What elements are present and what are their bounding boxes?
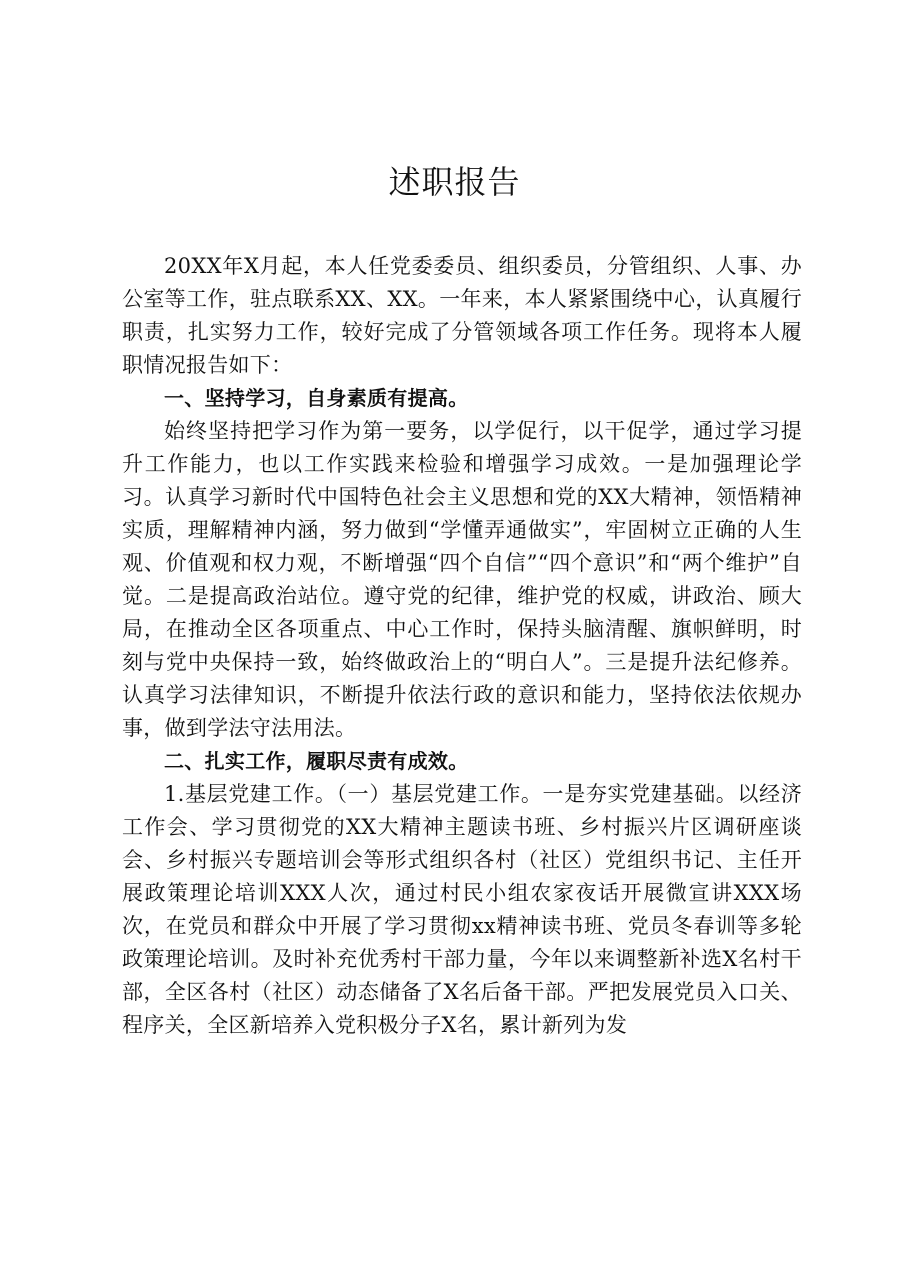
section-1-paragraph: 始终坚持把学习作为第一要务，以学促行，以干促学，通过学习提升工作能力，也以工作实践来检验和增强学习成效。一是加强理论学习。认真学习新时代中国特色社会主义思想和党的XX大精神，领悟精神实质，理解精神内涵，努力做到“学懂弄通做实”，牢固树立正确的人生观、价值观和权力观，不断增强“四个自信”“四个意识”和“两个维护”自觉。二是提高政治站位。遵守党的纪律，维护党的权威，讲政治、顾大局，在推动全区各项重点、中心工作时，保持头脑清醒、旗帜鲜明，时刻与党中央保持一致，始终做政治上的“明白人”。三是提升法纪修养。认真学习法律知识，不断提升依法行政的意识和能力，坚持依法依规办事，做到学法守法用法。: [122, 419, 802, 740]
section-heading-2: 二、扎实工作，履职尽责有成效。: [164, 749, 469, 773]
document-body: [122, 250, 802, 1042]
document-title: 述职报告: [388, 163, 521, 201]
section-2-paragraph: 1.基层党建工作。（一）基层党建工作。一是夯实党建基础。以经济工作会、学习贯彻党的XX大精神主题读书班、乡村振兴片区调研座谈会、乡村振兴专题培训会等形式组织各村（社区）党组织书记、主任开展政策理论培训XXX人次，通过村民小组农家夜话开展微宣讲XXX场次，在党员和群众中开展了学习贯彻xx精神读书班、党员冬春训等多轮政策理论培训。及时补充优秀村干部力量，今年以来调整新补选X名村干部，全区各村（社区）动态储备了X名后备干部。严把发展党员入口关、程序关，全区新培养入党积极分子X名，累计新列为发: [122, 782, 802, 1037]
intro-paragraph: 20XX年X月起，本人任党委委员、组织委员，分管组织、人事、办公室等工作，驻点联系XX、XX。一年来，本人紧紧围绕中心，认真履行职责，扎实努力工作，较好完成了分管领域各项工作任务。现将本人履职情况报告如下：: [122, 254, 802, 377]
section-heading-1: 一、坚持学习，自身素质有提高。: [164, 386, 469, 410]
